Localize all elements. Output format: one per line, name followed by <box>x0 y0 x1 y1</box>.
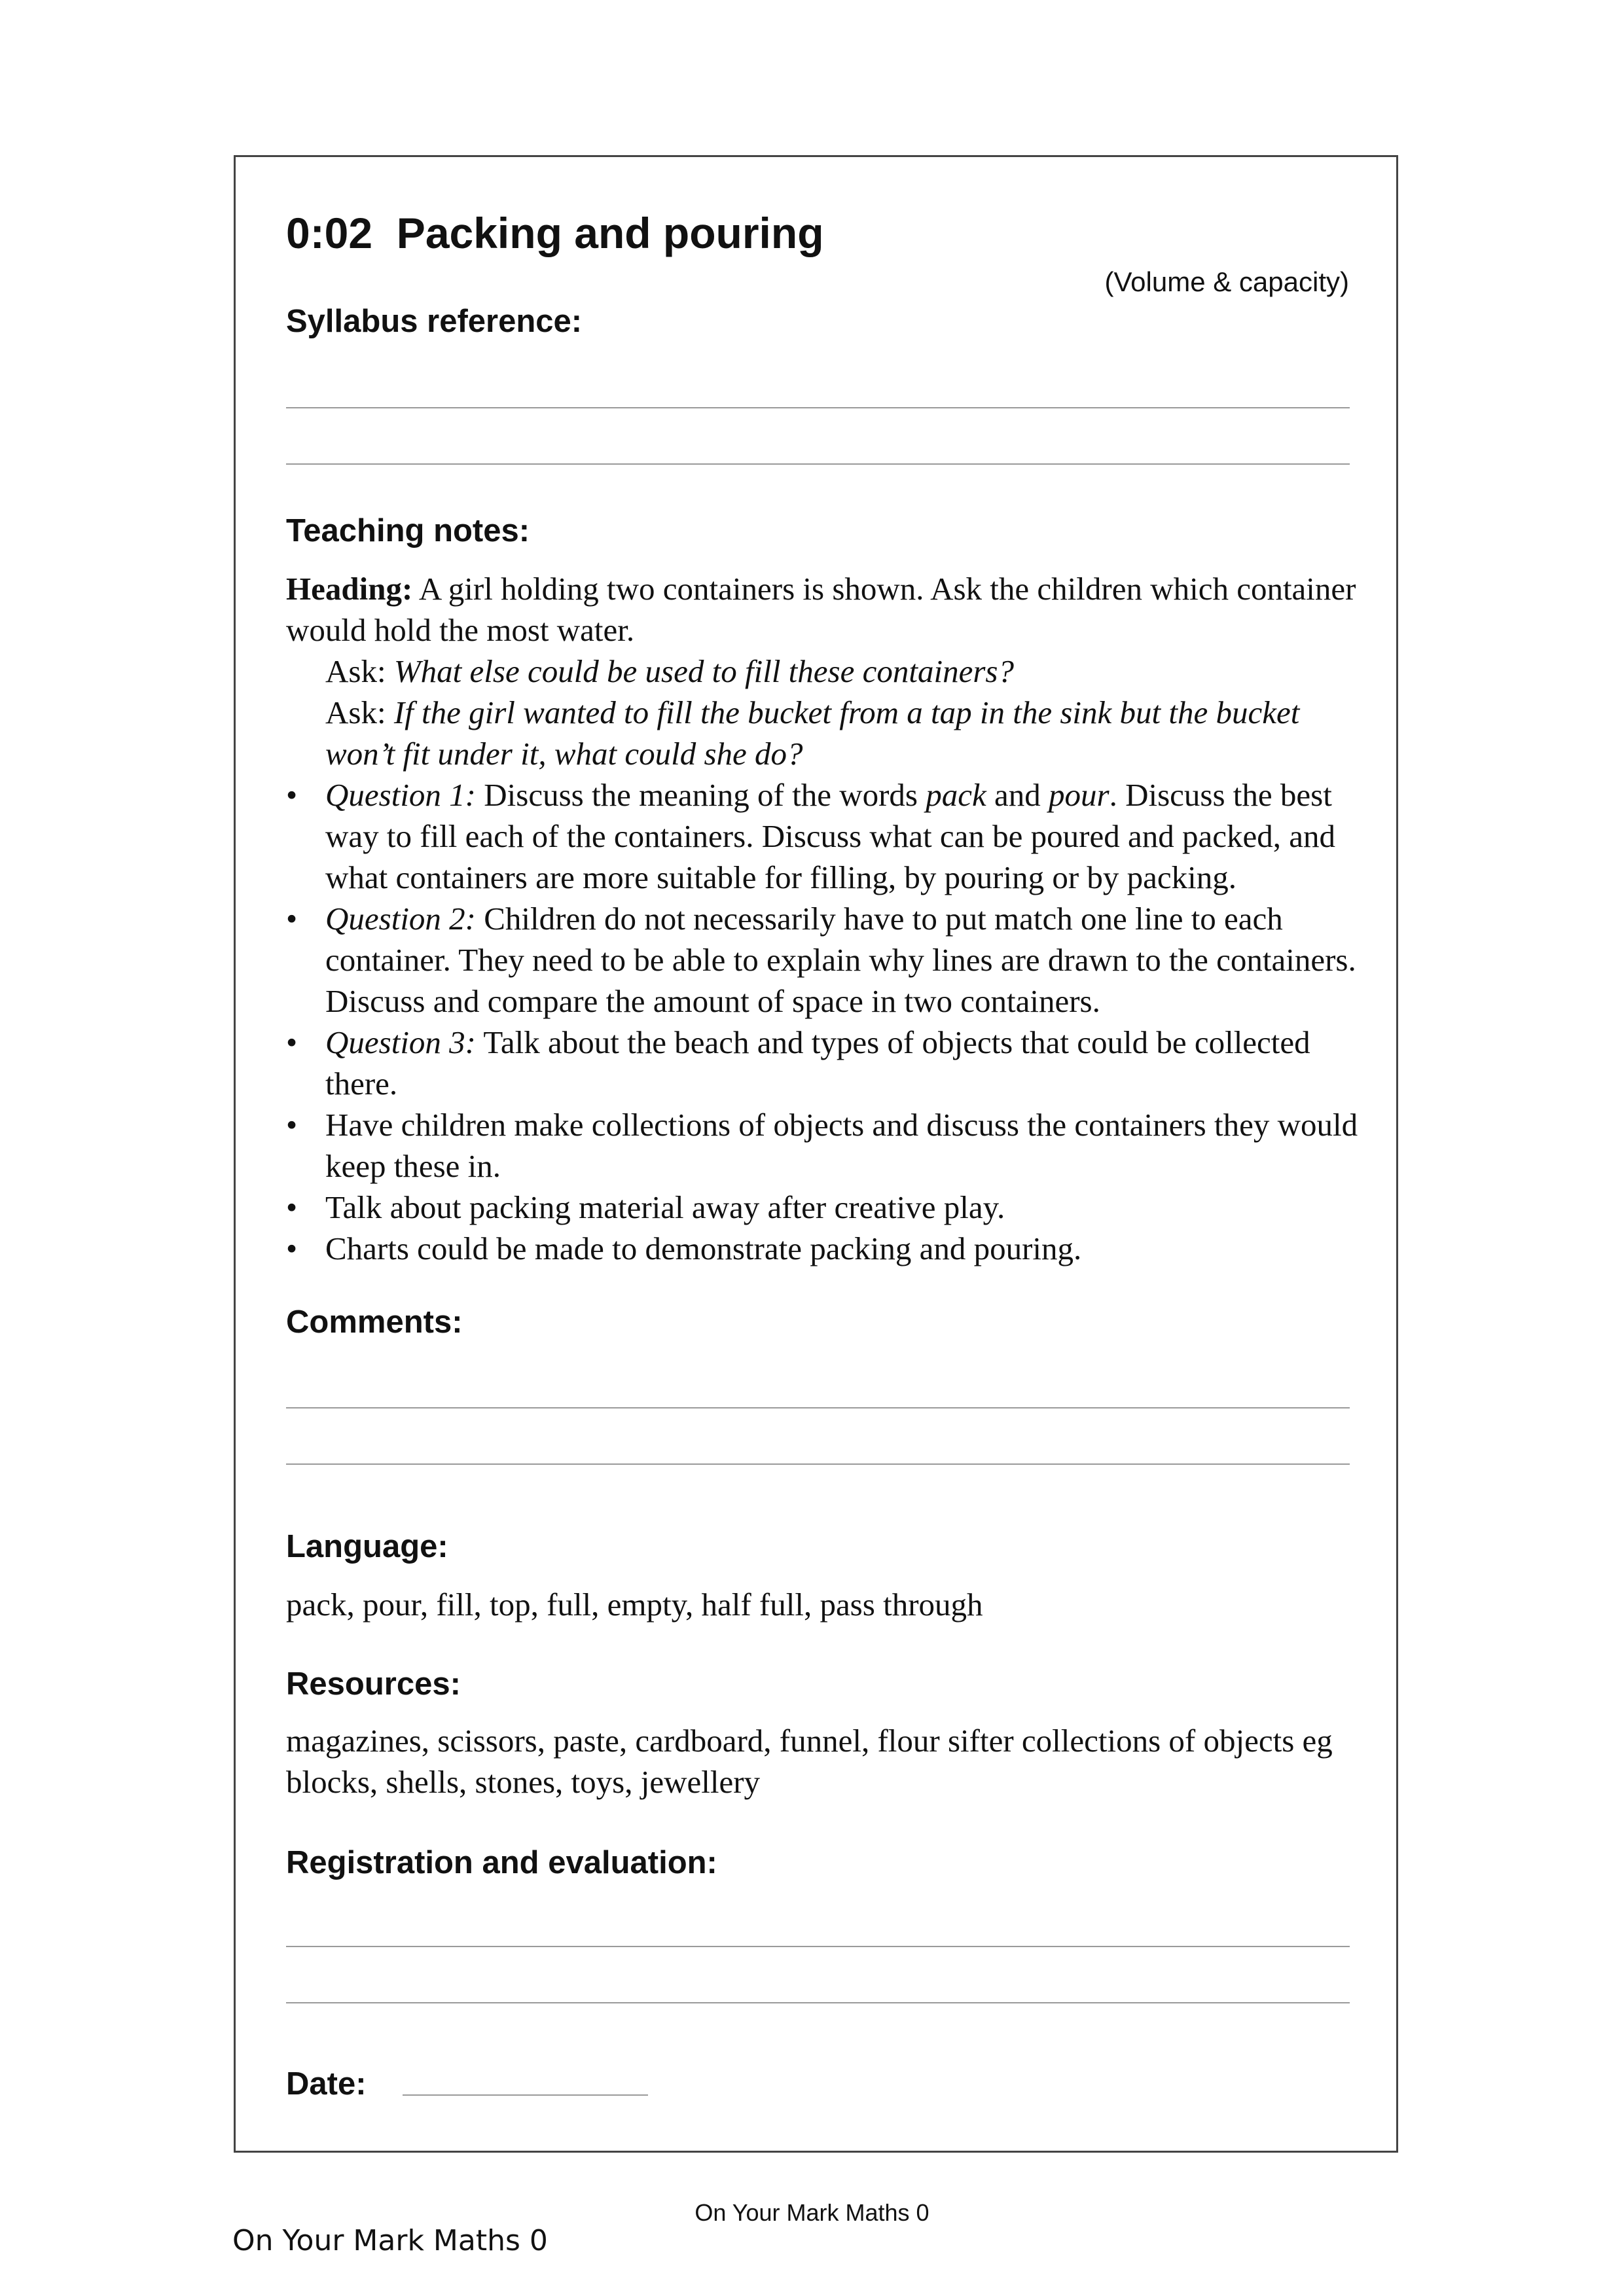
footer-left: On Your Mark Maths 0 <box>232 2224 548 2257</box>
list-item: • Have children make collections of objects and discuss the containers they would keep these in. <box>286 1104 1360 1187</box>
list-item: • Question 3: Talk about the beach and types of objects that could be collected there. <box>286 1022 1360 1104</box>
heading-note: Heading: A girl holding two containers is shown. Ask the children which container would hold the most water. <box>286 571 1356 648</box>
registration-line-1 <box>286 1946 1350 1947</box>
page-title <box>286 208 824 258</box>
page-number: 0:02 <box>286 209 373 257</box>
footer-center: On Your Mark Maths 0 <box>695 2199 929 2226</box>
date-label: Date: <box>286 2066 367 2102</box>
page-title-text: Packing and pouring <box>396 209 824 257</box>
subtopic-label: (Volume & capacity) <box>1104 266 1349 297</box>
date-line <box>403 2094 648 2096</box>
list-item: • Question 1: Discuss the meaning of the words pack and pour. Discuss the best way to fill each of the containers. Discuss what can be poured and packed, and what containers are more suitable for filling, by pouring or by packing. <box>286 774 1360 898</box>
teaching-notes-body <box>286 568 1360 1269</box>
resources-heading: Resources: <box>286 1666 461 1702</box>
list-item: • Talk about packing material away after creative play. <box>286 1187 1360 1228</box>
list-item: • Charts could be made to demonstrate packing and pouring. <box>286 1228 1360 1269</box>
list-item: • Question 2: Children do not necessarily have to put match one line to each container. They need to be able to explain why lines are drawn to the containers. Discuss and compare the amount of space in two containers. <box>286 898 1360 1022</box>
language-text: pack, pour, fill, top, full, empty, half full, pass through <box>286 1587 983 1623</box>
comments-heading: Comments: <box>286 1304 463 1340</box>
registration-line-2 <box>286 2002 1350 2003</box>
language-heading: Language: <box>286 1529 448 1564</box>
registration-heading: Registration and evaluation: <box>286 1845 717 1880</box>
teaching-notes-heading: Teaching notes: <box>286 513 530 548</box>
syllabus-line-1 <box>286 407 1350 408</box>
syllabus-line-2 <box>286 463 1350 465</box>
comments-line-2 <box>286 1463 1350 1465</box>
resources-text: magazines, scissors, paste, cardboard, funnel, flour sifter collections of objects eg blocks, shells, stones, toys, jewellery <box>286 1723 1333 1800</box>
ask-line-2: Ask: If the girl wanted to fill the bucket from a tap in the sink but the bucket won’t fit under it, what could she do? <box>325 694 1300 772</box>
ask-line-1: Ask: What else could be used to fill these containers? <box>325 653 1014 689</box>
syllabus-heading: Syllabus reference: <box>286 304 583 339</box>
comments-line-1 <box>286 1407 1350 1408</box>
teaching-bullet-list <box>286 774 1360 1269</box>
